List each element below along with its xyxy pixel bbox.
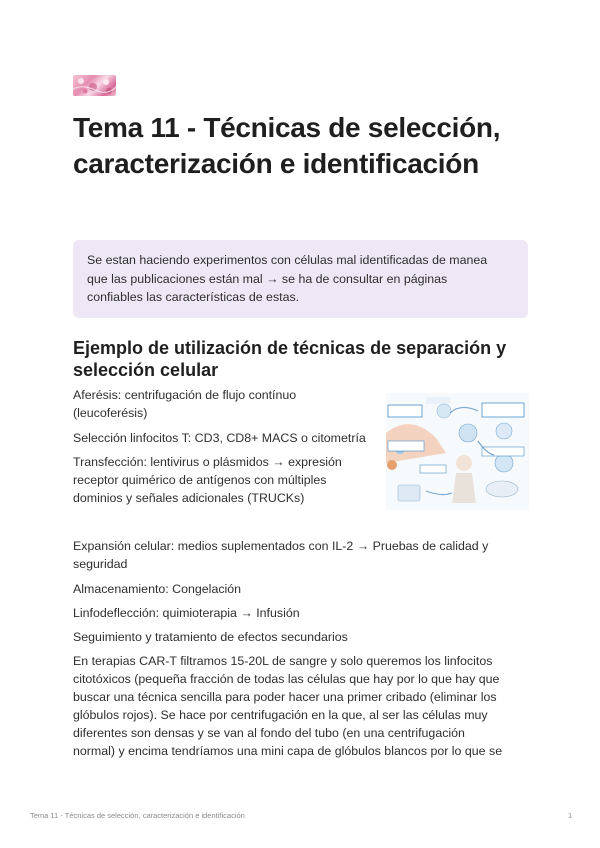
- callout-line: Se estan haciendo experimentos con células mal identificadas de manea: [87, 253, 488, 267]
- paragraph-linfodeflecion: Linfodeflección: quimioterapia → Infusión: [73, 606, 300, 620]
- paragraph-line: glóbulos rojos). Se hace por centrifugación en la que, al ser las células muy: [73, 708, 488, 722]
- paragraph-aferesis: [73, 386, 296, 422]
- paragraph-seleccion: Selección linfocitos T: CD3, CD8+ MACS o citometría: [73, 431, 366, 445]
- paragraph-line: diferentes son densas y se van al fondo del tubo (en una centrifugación: [73, 726, 465, 740]
- paragraph-line: Transfección: lentivirus o plásmidos → expresión: [73, 455, 342, 469]
- paragraph-line: buscar una técnica sencilla para poder hacer una primer cribado (eliminar los: [73, 690, 497, 704]
- section-heading-line: selección celular: [73, 360, 219, 380]
- paragraph-line: citotóxicos (pequeña fracción de todas las células que hay por lo que hay que: [73, 672, 500, 686]
- section-heading: [73, 337, 533, 381]
- header-image: [73, 75, 116, 96]
- paragraph-line: (leucoferésis): [73, 406, 148, 420]
- paragraph-seguimiento: Seguimiento y tratamiento de efectos secundarios: [73, 630, 348, 644]
- page-number: 1: [568, 811, 573, 820]
- paragraph-line: normal) y encima tendríamos una mini capa de glóbulos blancos por lo que se: [73, 744, 503, 758]
- paragraph-line: Aferésis: centrifugación de flujo contínuo: [73, 388, 297, 402]
- callout-box: [73, 240, 528, 318]
- paragraph-transfeccion: [73, 453, 342, 507]
- cart-process-diagram: [386, 393, 529, 510]
- paragraph-line: Expansión celular: medios suplementados con IL-2 → Pruebas de calidad y: [73, 539, 489, 553]
- callout-line: que las publicaciones están mal → se ha de consultar en páginas: [87, 271, 448, 286]
- callout-line: confiables las características de estas.: [87, 290, 300, 304]
- section-heading-line: Ejemplo de utilización de técnicas de separación y: [73, 338, 507, 358]
- paragraph-line: dominios y señales adicionales (TRUCKs): [73, 491, 305, 505]
- footer-title: Tema 11 - Técnicas de selección, caracterización e identificación: [30, 811, 245, 820]
- paragraph-line: seguridad: [73, 557, 128, 571]
- page-title: Tema 11 - Técnicas de selección, caracterización e identificación: [73, 112, 501, 179]
- paragraph-line: En terapias CAR-T filtramos 15-20L de sangre y solo queremos los linfocitos: [73, 654, 493, 668]
- paragraph-expansion: [73, 537, 488, 573]
- paragraph-cart: [73, 652, 502, 760]
- paragraph-almacenamiento: Almacenamiento: Congelación: [73, 582, 242, 596]
- paragraph-line: receptor quimérico de antígenos con múltiples: [73, 473, 327, 487]
